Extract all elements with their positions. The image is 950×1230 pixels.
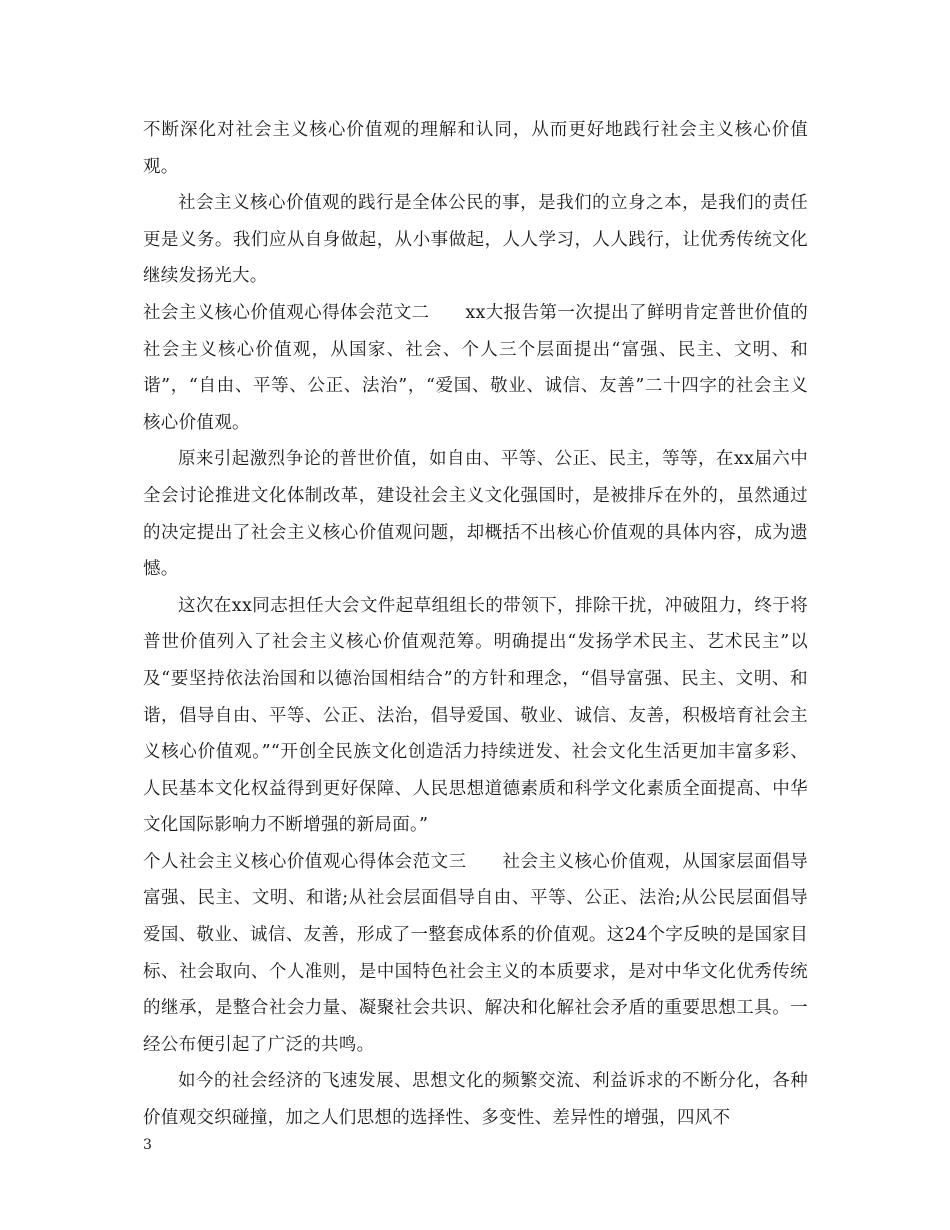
paragraph-1: 不断深化对社会主义核心价值观的理解和认同，从而更好地践行社会主义核心价值观。: [143, 120, 808, 177]
paragraph-6: 个人社会主义核心价值观心得体会范文三 社会主义核心价值观，从国家层面倡导富强、民主、文明、和谐;从社会层面倡导自由、平等、公正、法治;从公民层面倡导爱国、敬业、诚信、友善，形成了一整套成体系的价值观。这24个字反映的是国家目标、社会取向、个人准则，是中国特色社会主义的本质要求，是对中华文化优秀传统的继承，是整合社会力量、凝聚社会共识、解决和化解社会矛盾的重要思想工具。一经公布便引起了广泛的共鸣。: [143, 851, 808, 1055]
paragraph-7: 如今的社会经济的飞速发展、思想文化的频繁交流、利益诉求的不断分化，各种价值观交织碰撞，加之人们思想的选择性、多变性、差异性的增强，四风不: [143, 1071, 808, 1129]
paragraph-5: 这次在xx同志担任大会文件起草组组长的带领下，排除干扰，冲破阻力，终于将普世价值列入了社会主义核心价值观范筹。明确提出“发扬学术民主、艺术民主”以及“要坚持依法治国和以德治国相结合”的方针和理念，“倡导富强、民主、文明、和谐，倡导自由、平等、公正、法治，倡导爱国、敬业、诚信、友善，积极培育社会主义核心价值观。”“开创全民族文化创造活力持续迸发、社会文化生活更加丰富多彩、人民基本文化权益得到更好保障、人民思想道德素质和科学文化素质全面提高、中华文化国际影响力不断增强的新局面。”: [143, 595, 808, 836]
paragraph-4: 原来引起激烈争论的普世价值，如自由、平等、公正、民主，等等，在xx届六中全会讨论推进文化体制改革，建设社会主义文化强国时，是被排斥在外的，虽然通过的决定提出了社会主义核心价值观问题，却概括不出核心价值观的具体内容，成为遗憾。: [143, 449, 808, 580]
document-body: [143, 112, 808, 1137]
paragraph-3: 社会主义核心价值观心得体会范文二 xx大报告第一次提出了鲜明肯定普世价值的社会主义核心价值观，从国家、社会、个人三个层面提出“富强、民主、文明、和谐”，“自由、平等、公正、法治”，“爱国、敬业、诚信、友善”二十四字的社会主义核心价值观。: [143, 302, 808, 433]
page-number: 3: [143, 1137, 152, 1153]
paragraph-2: 社会主义核心价值观的践行是全体公民的事，是我们的立身之本，是我们的责任更是义务。我们应从自身做起，从小事做起，人人学习，人人践行，让优秀传统文化继续发扬光大。: [143, 193, 808, 287]
